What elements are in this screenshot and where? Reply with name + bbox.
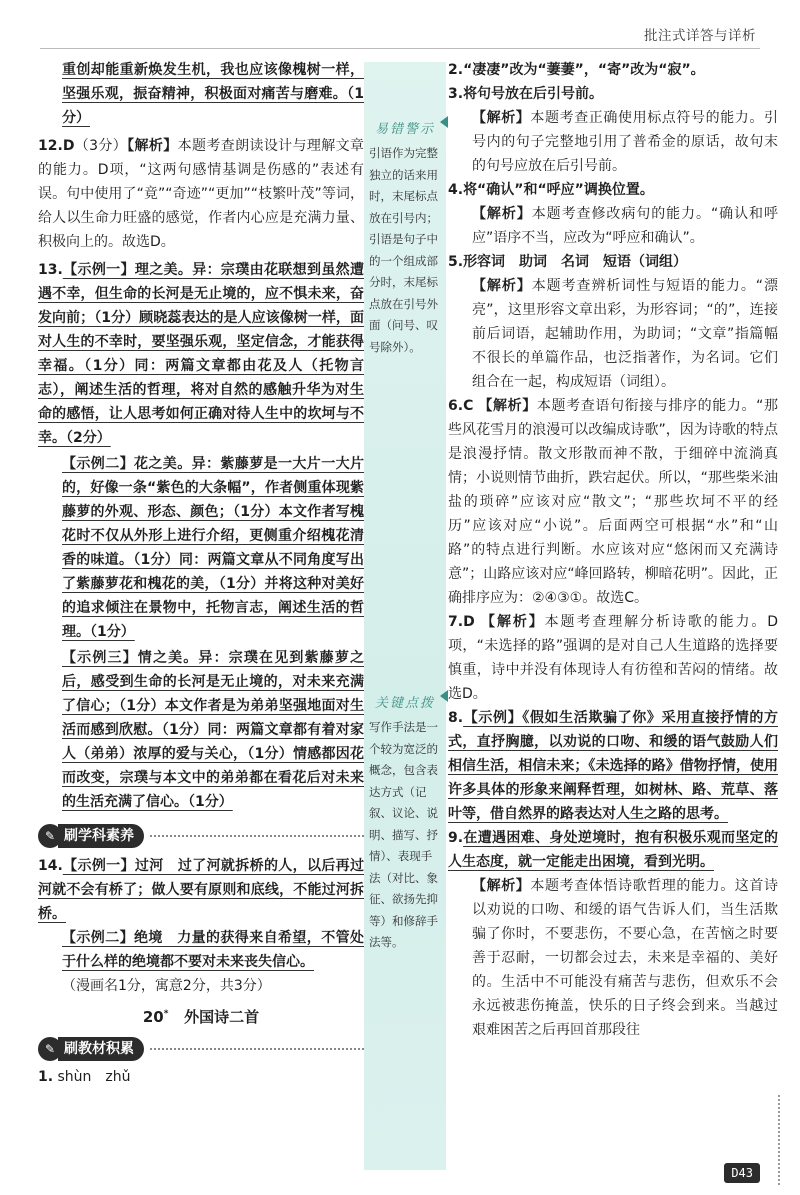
q6-answer: C [463,398,474,414]
q14-number: 14. [38,858,63,874]
q2-number: 2. [448,62,464,78]
q8-number: 8. [448,710,464,726]
lesson-mark: * [163,1009,169,1019]
lesson-title [38,1006,364,1027]
q4-explanation [448,202,778,250]
lesson-number: 20 [142,1008,164,1026]
q13-example-2: 【示例二】花之美。异：紫藤萝是一大片一大片的，好像一条“紫色的大条幅”，作者侧重体现紫藤萝的外观、形态、颜色；（1分）本文作者写槐花时不仅从外形上进行介绍，更侧重介绍槐花清香的味道。（1分）同：两篇文章从不同角度写出了紫藤萝花和槐花的美，（1分）并将这种对美好的追求倾注在景物中，托物言志，阐述生活的哲理。（1分） [62,456,364,640]
q7-answer: D [463,614,475,630]
brush-icon: ✎ [38,824,62,848]
q3-block [448,82,778,106]
q9-explanation [448,874,778,1042]
side-note-error-warning [364,118,446,358]
q11-continuation: 重创却能重新焕发生机，我也应该像槐树一样，坚强乐观，振奋精神，积极面对痛苦与磨难。（1分） [62,62,364,126]
q9-text: 在遭遇困难、身处逆境时，抱有积极乐观而坚定的人生态度，就一定能走出困境，看到光明。 [448,830,778,870]
q3-explanation [448,106,778,178]
side-note-key-point [364,692,446,954]
side-note-text-2: 写作手法是一个较为宽泛的概念，包含表达方式（记叙、议论、说明、描写、抒情）、表现手法（对比、象征、欲扬先抑等）和修辞手法等。 [369,720,438,949]
right-column [448,58,778,1042]
q12-block [38,134,364,254]
lesson-name: 外国诗二首 [184,1008,260,1026]
q3-text: 将句号放在后引号前。 [463,86,604,102]
pointer-arrow-icon [440,690,448,702]
q13-number: 13. [38,262,63,278]
q5-number: 5. [448,254,464,270]
q7-expl: 本题考查理解分析诗歌的能力。D项，“未选择的路”强调的是对自己人生道路的选择要慎重，诗中并没有体现诗人有彷徨和苦闷的情绪。故选D。 [448,614,779,702]
q13-example-3: 【示例三】情之美。异：宗璞在见到紫藤萝之后，感受到生命的长河是无止境的，对未来充满了信心；（1分）本文作者是为弟弟坚强地面对生活而感到欣慰。（1分）同：两篇文章都有着对家人（弟弟）浓厚的爱与关心，（1分）情感都因花而改变，宗璞与本文中的弟弟都在看花后对未来的生活充满了信心。（1分） [62,650,364,810]
q5-explanation [448,274,778,394]
q14-block [38,854,364,926]
banner-dots [150,835,364,837]
q3-expl: 本题考查正确使用标点符号的能力。引号内的句子完整地引用了普希金的原话，故句末的句号应放在后引号前。 [472,110,779,174]
q3-tag: 【解析】 [472,110,531,126]
q8-block [448,706,778,826]
side-note-column [364,62,446,1170]
q4-text: 将“确认”和“呼应”调换位置。 [463,182,654,198]
left-column [38,58,364,1089]
q5-block [448,250,778,274]
q4-tag: 【解析】 [472,206,532,222]
q6-block [448,394,778,610]
q14-example-2: 【示例二】绝境 力量的获得来自希望，不管处于什么样的绝境都不要对未来丧失信心。 [62,930,364,970]
q7-tag: 【解析】 [481,614,545,630]
q9-number: 9. [448,830,464,846]
q8-text: 【示例】《假如生活欺骗了你》采用直接抒情的方式，直抒胸臆，以劝说的口吻、和缓的语气鼓励人们相信生活，相信未来；《未选择的路》借物抒情，使用许多具体的形象来阐释哲理，如树林、路、荒草、落叶等，借自然界的路表达对人生之路的思考。 [448,710,778,822]
pointer-arrow-icon [440,116,448,128]
q6-expl: 本题考查语句衔接与排序的能力。“那些风花雪月的浪漫可以改编成诗歌”，因为诗歌的特点是浪漫抒情。散文形散而神不散，于细碎中流淌真情；小说则情节曲折，跌宕起伏。所以，“那些柴米油盐的琐碎”应该对应“散文”；“那些坎坷不平的经历”应该对应“小说”。后面两空可根据“水”和“山路”的特点进行判断。水应该对应“悠闲而又充满诗意”；山路应该对应“峰回路转，柳暗花明”。因此，正确排序应为：②④③①。故选C。 [448,398,778,606]
brush-icon: ✎ [38,1037,62,1061]
side-note-text-1: 引语作为完整独立的话来用时，末尾标点放在引号内；引语是句子中的一个组成部分时，末尾标点放在引号外面（问号、叹号除外）。 [369,146,438,354]
page-edge-dots [776,1095,780,1185]
header-divider [40,48,760,49]
q12-number: 12. [38,138,63,154]
banner-dots [150,1048,364,1050]
side-note-head-1: 易错警示 [374,122,435,137]
q5-text: 形容词 助词 名词 短语（词组） [463,254,688,270]
q1-number: 1. [38,1069,54,1085]
banner-label-literacy: 刷学科素养 [58,824,144,848]
page-header-title: 批注式详答与详析 [644,28,756,44]
q6-tag: 【解析】 [478,398,537,414]
banner-label-textbook: 刷教材积累 [58,1037,144,1061]
q12-answer: D [62,138,75,154]
q4-expl: 本题考查修改病句的能力。“确认和呼应”语序不当，应改为“呼应和确认”。 [472,206,778,246]
q6-number: 6. [448,398,464,414]
q12-tag: 【解析】 [127,138,178,154]
q1-block [38,1065,364,1089]
q2-text: “凄凄”改为“萋萋”，“寄”改为“寂”。 [463,62,705,78]
q14-example-1: 【示例一】过河 过了河就拆桥的人，以后再过河就不会有桥了；做人要有原则和底线，不能过河拆桥。 [38,858,364,922]
q2-block [448,58,778,82]
q7-number: 7. [448,614,464,630]
q12-score: （3分） [74,138,128,154]
section-banner-literacy [38,822,364,850]
q4-block [448,178,778,202]
q3-number: 3. [448,86,464,102]
q9-tag: 【解析】 [472,878,531,894]
q7-block [448,610,778,706]
q13-example-1: 【示例一】理之美。异：宗璞由花联想到虽然遭遇不幸，但生命的长河是无止境的，应不惧未来，奋发向前；（1分）顾晓蕊表达的是人应该像树一样，面对人生的不幸时，要坚强乐观，坚定信念，才能获得幸福。（1分）同：两篇文章都由花及人（托物言志），阐述生活的哲理，将对自然的感触升华为对生命的感悟，让人思考如何正确对待人生中的坎坷与不幸。（2分） [38,262,364,446]
q5-tag: 【解析】 [472,278,532,294]
q1-text: shùn zhǔ [57,1069,131,1085]
q9-block [448,826,778,874]
section-banner-textbook [38,1035,364,1063]
q14-score: （漫画名1分，寓意2分，共3分） [62,978,271,994]
q13-block [38,258,364,450]
q9-expl: 本题考查体悟诗歌哲理的能力。这首诗以劝说的口吻、和缓的语气告诉人们，当生活欺骗了你时，不要悲伤，不要心急，在苦恼之时要善于忍耐，一切都会过去，未来是幸福的、美好的。生活中不可能没有痛苦与悲伤，但欢乐不会永远被悲伤掩盖，快乐的日子终会到来。当越过艰难困苦之后再回首那段往 [472,878,779,1038]
q4-number: 4. [448,182,464,198]
side-note-head-2: 关键点拨 [374,696,435,711]
q5-expl: 本题考查辨析词性与短语的能力。“漂亮”，这里形容文章出彩，为形容词；“的”，连接前后词语，起辅助作用，为助词；“文章”指篇幅不很长的单篇作品，也泛指著作，为名词。它们组合在一起，构成短语（词组）。 [472,278,778,390]
page-number: D43 [724,1163,760,1183]
q12-text: 本题考查朗读设计与理解文章的能力。D项，“这两句感情基调是伤感的”表述有误。句中使用了“竟”“奇迹”“更加”“枝繁叶茂”等词，给人以生命力旺盛的感觉，作者内心应是充满力量、积极向上的。故选D。 [38,138,365,250]
